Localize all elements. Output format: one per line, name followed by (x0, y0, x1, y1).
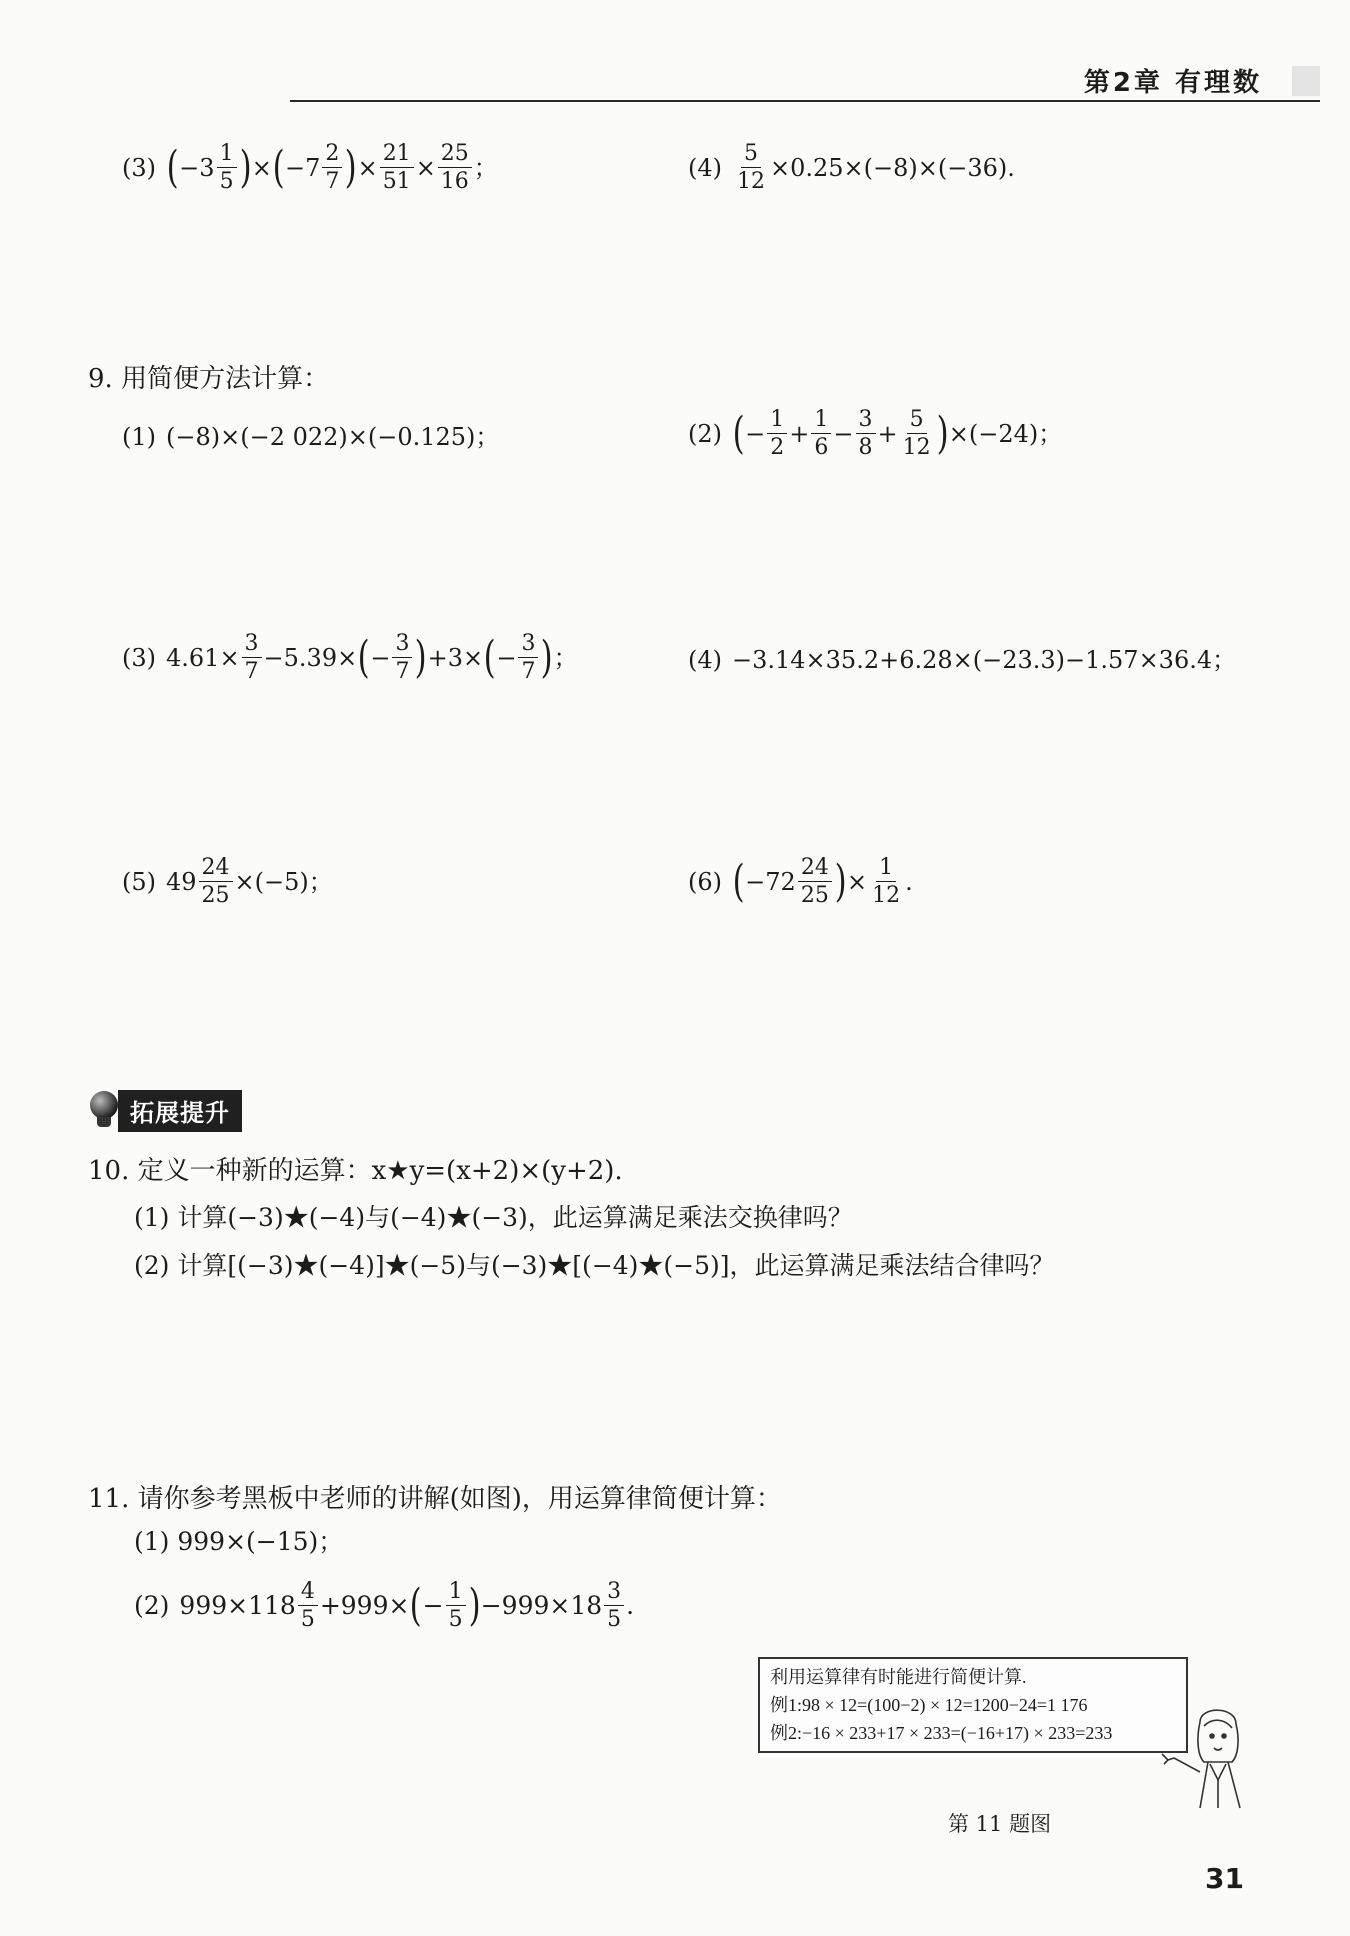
header-tab (1292, 66, 1320, 96)
q9-part1: (1) (−8)×(−2 022)×(−0.125)； (122, 423, 500, 451)
figure-caption: 第 11 题图 (948, 1812, 1052, 1836)
fraction: $\frac{1}{6}$ (811, 408, 831, 459)
part-number: (2) (688, 419, 722, 448)
q11-part2: (2) 999×118 $\frac{4}{5}$ +999× ( − $\frac{1}{5}$ ) −999×18 $\frac{3}{5}$ . (134, 1579, 635, 1633)
board-line-1: 利用运算律有时能进行简便计算. (770, 1667, 1027, 1687)
part-number: (2) (134, 1591, 170, 1621)
section-label: 拓展提升 (118, 1090, 242, 1132)
part-number: (4) (688, 153, 722, 182)
fraction: $\frac{21}{51}$ (380, 142, 414, 193)
teacher-illustration (1160, 1700, 1270, 1810)
lightbulb-icon (88, 1091, 118, 1131)
fraction: $\frac{1}{12}$ (872, 855, 901, 909)
q9-part6: (6) ( −72 $\frac{24}{25}$ ) × $\frac{1}{12}$ . (688, 855, 913, 909)
page-number: 31 (1205, 1862, 1244, 1895)
q9-part2: (2) ( − $\frac{1}{2}$ + $\frac{1}{6}$ − $\frac{3}{8}$ + $\frac{5}{12}$ ) ×(−24)； (688, 407, 1063, 461)
fraction: $\frac{3}{5}$ (604, 1580, 624, 1631)
q9-part5: (5) 49 $\frac{24}{25}$ ×(−5)； (122, 855, 333, 909)
fraction: $\frac{5}{12}$ (902, 407, 931, 461)
q10-title: 10. 定义一种新的运算：x★y=(x+2)×(y+2). (88, 1156, 623, 1186)
chapter-header: 第2章 有理数 (1083, 68, 1262, 98)
board-line-2: 例1:98 × 12=(100−2) × 12=1200−24=1 176 (770, 1695, 1088, 1715)
fraction: $\frac{5}{12}$ (737, 141, 765, 195)
fraction: $\frac{24}{25}$ (199, 856, 233, 907)
fraction: $\frac{3}{7}$ (518, 632, 538, 683)
board-line-3: 例2:−16 × 233+17 × 233=(−16+17) × 233=233 (770, 1723, 1113, 1743)
fraction: $\frac{1}{5}$ (217, 142, 237, 193)
q9-part4: (4) −3.14×35.2+6.28×(−23.3)−1.57×36.4； (688, 646, 1237, 674)
fraction: $\frac{24}{25}$ (798, 856, 832, 907)
part-number: (1) (122, 423, 156, 451)
q10-part1: (1) 计算(−3)★(−4)与(−4)★(−3)，此运算满足乘法交换律吗？ (134, 1203, 853, 1232)
part-number: (6) (688, 867, 722, 896)
fraction: $\frac{25}{16}$ (438, 142, 472, 193)
fraction: $\frac{3}{7}$ (392, 632, 412, 683)
q8-part3: (3) ( −3 $\frac{1}{5}$ ) × ( −7 $\frac{2}{7}$ ) × $\frac{21}{51}$ × $\frac{25}{16}$ ； (122, 141, 498, 195)
q9-part3: (3) 4.61× $\frac{3}{7}$ −5.39× ( − $\frac{3}{7}$ ) +3× ( − $\frac{3}{7}$ ) ； (122, 631, 578, 685)
q11-title: 11. 请你参考黑板中老师的讲解(如图)，用运算律简便计算： (88, 1484, 782, 1514)
fraction: $\frac{1}{5}$ (446, 1580, 466, 1631)
q11-part1: (1) 999×(−15)； (134, 1527, 344, 1556)
part-number: (3) (122, 643, 156, 672)
part-number: (4) (688, 646, 722, 674)
fraction: $\frac{4}{5}$ (298, 1580, 318, 1631)
fraction: $\frac{2}{7}$ (322, 142, 342, 193)
fraction: $\frac{3}{8}$ (856, 408, 876, 459)
q10-part2: (2) 计算[(−3)★(−4)]★(−5)与(−3)★[(−4)★(−5)]，此运算满足乘法结合律吗？ (134, 1251, 1055, 1280)
part-number: (3) (122, 153, 156, 182)
blackboard-figure (758, 1657, 1188, 1753)
fraction: $\frac{3}{7}$ (242, 632, 262, 683)
fraction: $\frac{1}{2}$ (767, 408, 787, 459)
q9-title: 9. 用简便方法计算： (88, 364, 330, 394)
header-rule (290, 100, 1320, 102)
q8-part4: (4) $\frac{5}{12}$ ×0.25×(−8)×(−36). (688, 141, 1015, 195)
part-number: (5) (122, 867, 156, 896)
section-badge (88, 1090, 242, 1132)
